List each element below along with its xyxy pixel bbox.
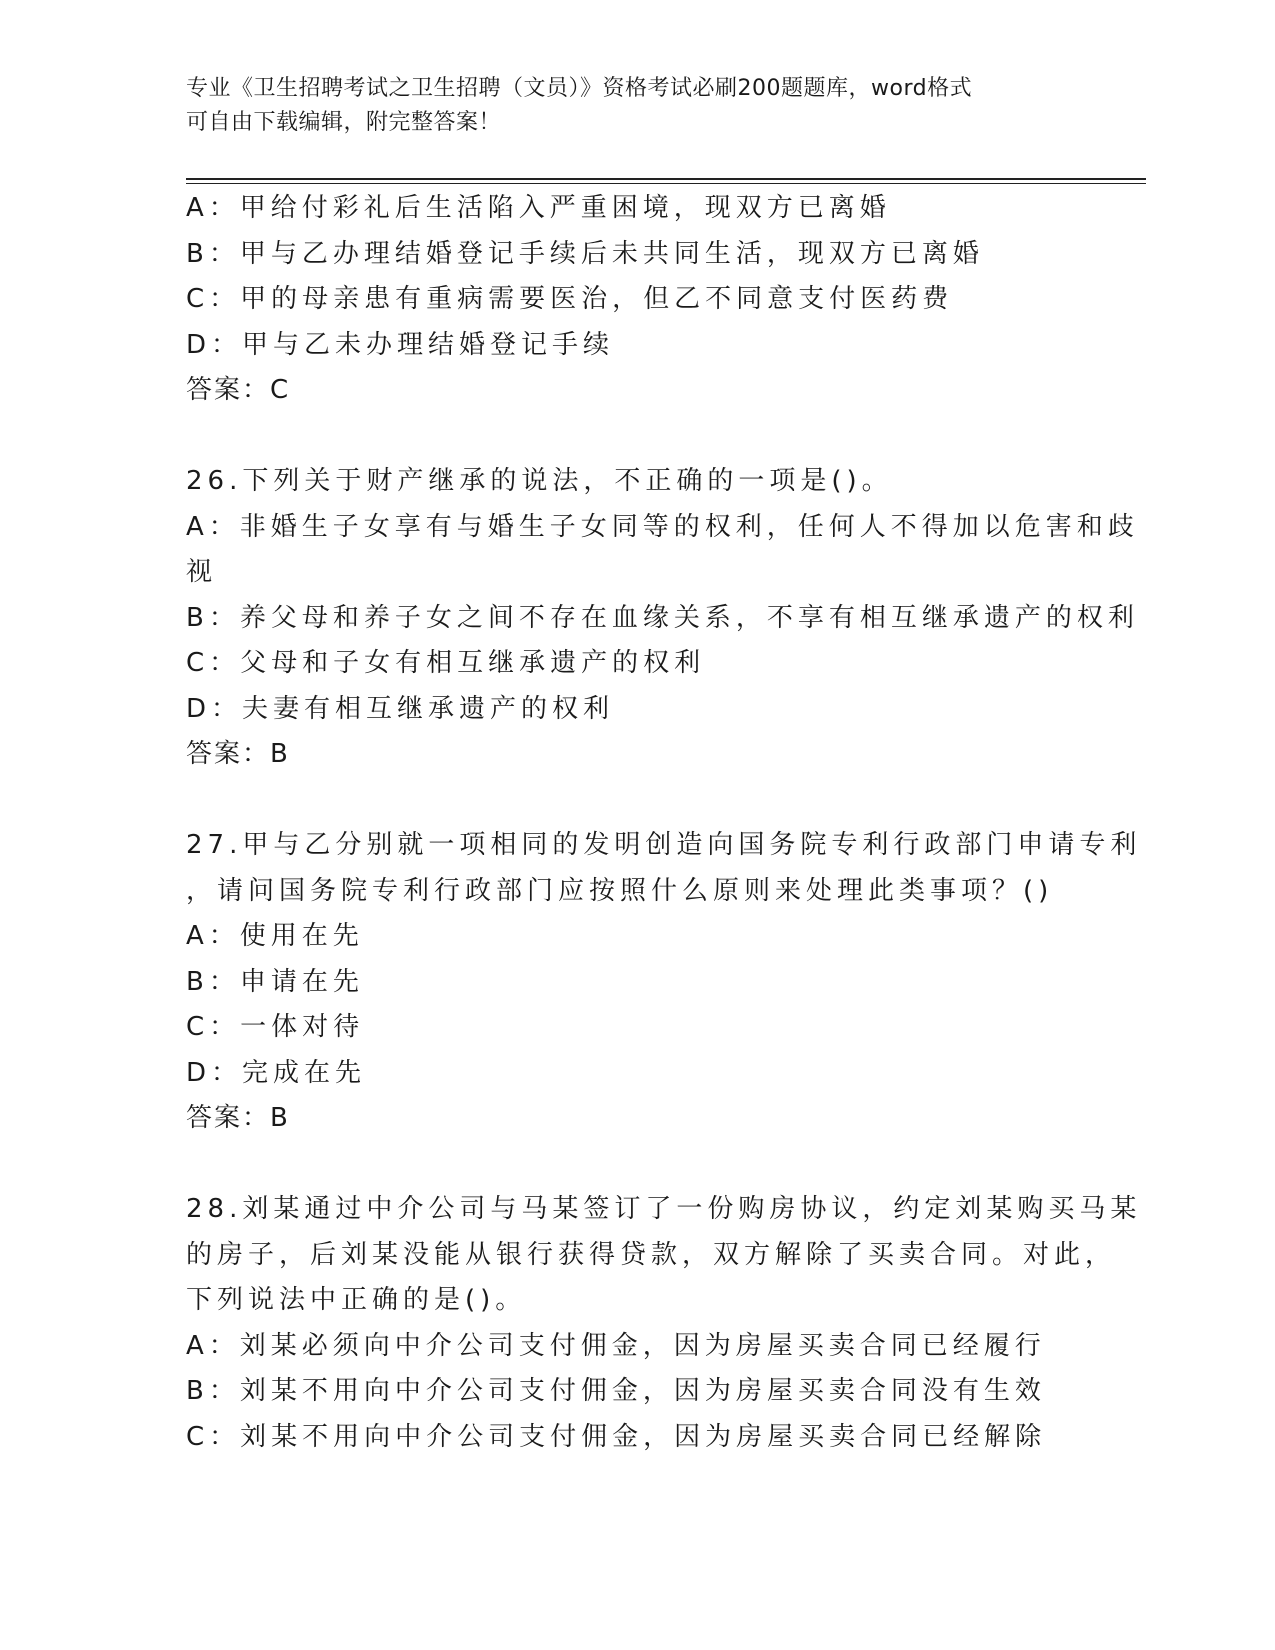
option-c: C：甲的母亲患有重病需要医治，但乙不同意支付医药费 (186, 284, 954, 314)
option-d: D：夫妻有相互继承遗产的权利 (186, 693, 615, 724)
option-b: B：甲与乙办理结婚登记手续后未共同生活，现双方已离婚 (186, 238, 984, 269)
option-c: C：父母和子女有相互继承遗产的权利 (186, 648, 706, 678)
question-stem-line2: 的房子，后刘某没能从银行获得贷款，双方解除了买卖合同。对此， (186, 1239, 1117, 1270)
question-stem-line2: ，请问国务院专利行政部门应按照什么原则来处理此类事项？() (186, 875, 1054, 906)
question-stem: 26.下列关于财产继承的说法，不正确的一项是()。 (186, 466, 893, 496)
page-header (186, 72, 1086, 140)
option-a-line1: A：非婚生子女享有与婚生子女同等的权利，任何人不得加以危害和歧 (186, 511, 1139, 542)
question-stem-line3: 下列说法中正确的是()。 (186, 1285, 527, 1315)
header-divider (186, 178, 1146, 180)
header-title-line1: 专业《卫生招聘考试之卫生招聘（文员）》资格考试必刷200题题库，word格式 (186, 76, 973, 101)
question-26 (186, 459, 1139, 778)
option-a: A：甲给付彩礼后生活陷入严重困境，现双方已离婚 (186, 193, 891, 223)
option-d: D：完成在先 (186, 1057, 367, 1088)
spacer (186, 414, 1086, 460)
option-a: A：使用在先 (186, 921, 364, 951)
option-b: B：刘某不用向中介公司支付佣金，因为房屋买卖合同没有生效 (186, 1376, 1046, 1406)
answer: 答案：C (186, 375, 291, 405)
spacer (186, 1142, 1086, 1188)
question-28 (186, 1187, 1142, 1460)
option-c: C：刘某不用向中介公司支付佣金，因为房屋买卖合同已经解除 (186, 1421, 1047, 1452)
document-body (186, 186, 1142, 1460)
option-a-line2: 视 (186, 557, 218, 587)
header-divider-thin (186, 183, 1146, 184)
option-d: D：甲与乙未办理结婚登记手续 (186, 329, 615, 360)
option-c: C：一体对待 (186, 1012, 365, 1042)
spacer (186, 778, 1086, 824)
question-27 (186, 823, 1142, 1142)
question-stem-line1: 28.刘某通过中介公司与马某签订了一份购房协议，约定刘某购买马某 (186, 1194, 1142, 1224)
option-b: B：申请在先 (186, 966, 364, 997)
answer: 答案：B (186, 1103, 290, 1133)
question-25 (186, 186, 1086, 414)
header-title-line2: 可自由下载编辑，附完整答案！ (186, 110, 502, 135)
question-stem-line1: 27.甲与乙分别就一项相同的发明创造向国务院专利行政部门申请专利 (186, 830, 1142, 860)
option-a: A：刘某必须向中介公司支付佣金，因为房屋买卖合同已经履行 (186, 1330, 1046, 1361)
option-b: B：养父母和养子女之间不存在血缘关系，不享有相互继承遗产的权利 (186, 602, 1139, 633)
answer: 答案：B (186, 739, 290, 769)
